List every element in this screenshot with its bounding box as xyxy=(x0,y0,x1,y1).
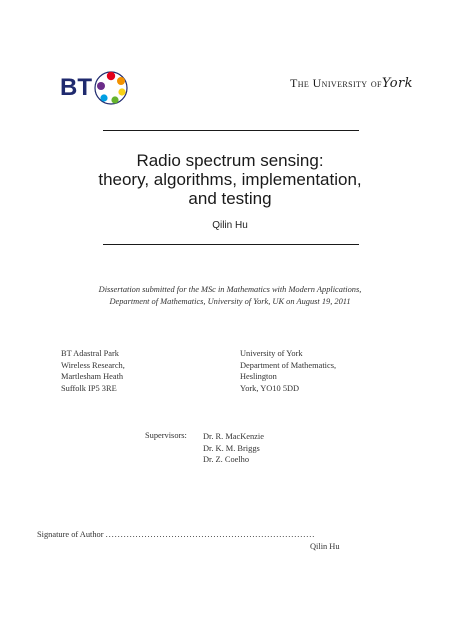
university-logo-script: York xyxy=(381,76,413,91)
york-address-line: Heslington xyxy=(240,372,277,382)
title-line-2: theory, algorithms, implementation, xyxy=(98,170,362,189)
bt-logo xyxy=(60,60,132,112)
signature-dots: ...................................................................... xyxy=(105,530,316,539)
york-address xyxy=(240,348,336,394)
bt-address-line: BT Adastral Park xyxy=(61,349,119,358)
title-bottom-rule xyxy=(103,244,359,245)
supervisors-list xyxy=(203,431,264,466)
york-address-line: Department of Mathematics, xyxy=(240,360,337,370)
submission-line-2: Department of Mathematics, University of York, UK on August 19, 2011 xyxy=(109,297,351,306)
author-name: Qilin Hu xyxy=(212,220,248,231)
bt-address xyxy=(61,348,125,394)
svg-text:BT: BT xyxy=(60,74,92,101)
supervisor-name: Dr. Z. Coelho xyxy=(203,455,250,465)
signature-name: Qilin Hu xyxy=(310,542,340,551)
supervisor-name: Dr. K. M. Briggs xyxy=(203,443,260,453)
signature-line xyxy=(37,530,315,539)
bt-address-line: Suffolk IP5 3RE xyxy=(61,383,117,393)
thesis-title xyxy=(80,151,380,208)
york-address-line: York, YO10 5DD xyxy=(240,383,300,393)
title-line-1: Radio spectrum sensing: xyxy=(136,151,324,170)
university-logo-text: The University of xyxy=(290,76,382,90)
supervisors-label: Supervisors: xyxy=(145,431,187,440)
bt-address-line: Martlesham Heath xyxy=(61,372,124,382)
supervisor-name: Dr. R. MacKenzie xyxy=(203,432,264,441)
title-line-3: and testing xyxy=(188,189,272,208)
signature-label: Signature of Author xyxy=(37,530,104,539)
bt-address-line: Wireless Research, xyxy=(61,360,125,370)
york-address-line: University of York xyxy=(240,349,303,358)
submission-line-1: Dissertation submitted for the MSc in Mathematics with Modern Applications, xyxy=(98,285,362,294)
title-top-rule xyxy=(103,130,359,131)
submission-statement xyxy=(40,284,420,308)
university-of-york-logo xyxy=(290,76,413,91)
